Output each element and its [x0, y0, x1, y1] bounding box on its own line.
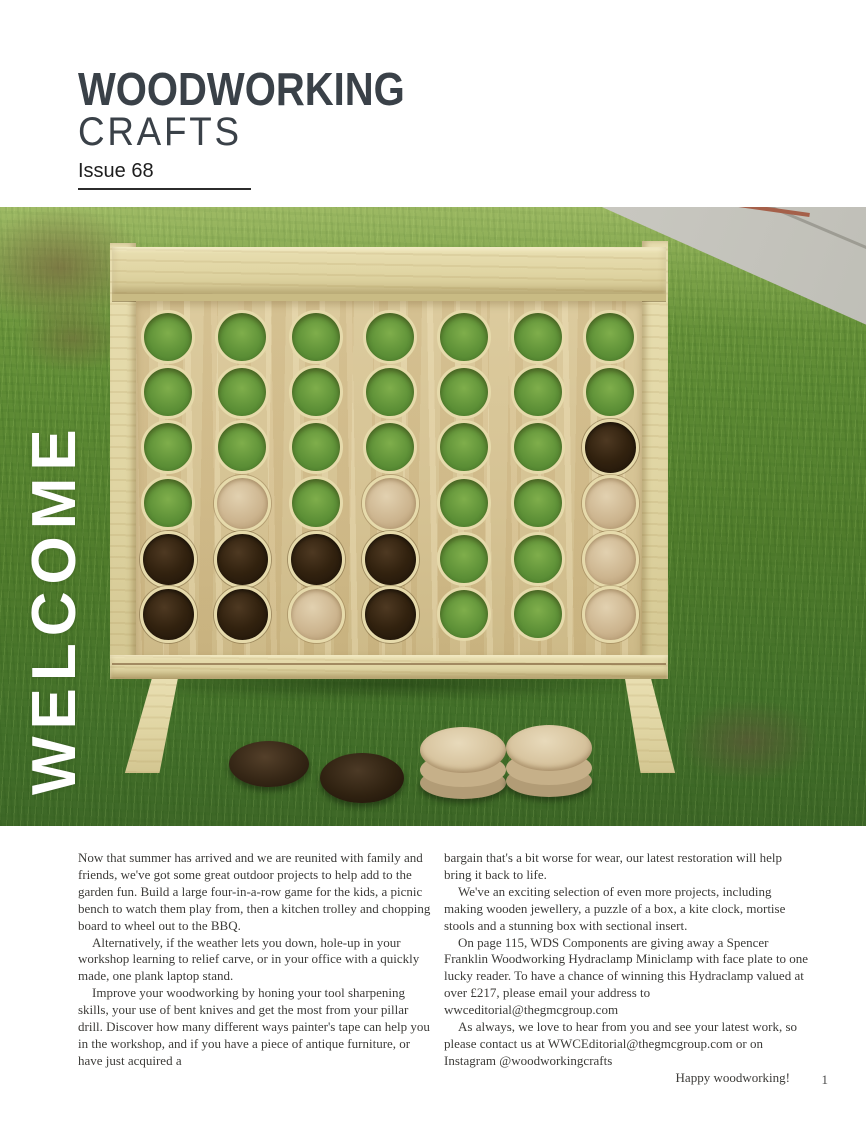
empty-hole	[141, 476, 195, 530]
empty-hole	[437, 310, 491, 364]
dark-disc	[582, 419, 639, 476]
empty-hole	[511, 310, 565, 364]
paragraph: Improve your woodworking by honing your tool sharpening skills, your use of bent knives and get the most from your pillar drill. Discover how many different ways painter's tape can help you in the workshop, and if you have a piece of antique furniture, or have just acquired a	[78, 985, 430, 1068]
empty-hole	[511, 365, 565, 419]
masthead	[0, 0, 866, 207]
empty-hole	[141, 420, 195, 474]
page-number: 1	[821, 1072, 828, 1087]
loose-dark-disc	[320, 753, 404, 803]
light-disc-stack	[506, 725, 592, 801]
dark-disc	[288, 531, 345, 588]
editorial-column-left	[78, 850, 436, 1087]
empty-hole	[511, 587, 565, 641]
empty-hole	[363, 310, 417, 364]
dark-disc	[362, 531, 419, 588]
empty-hole	[289, 476, 343, 530]
empty-hole	[583, 365, 637, 419]
paragraph: bargain that's a bit worse for wear, our latest restoration will help bring it back to life.	[444, 850, 783, 882]
empty-hole	[511, 476, 565, 530]
editorial-text	[78, 850, 812, 1087]
paragraph: Alternatively, if the weather lets you down, hole-up in your workshop learning to relief carve, or in your office with a quickly made, one plank laptop stand.	[78, 934, 420, 984]
empty-hole	[583, 310, 637, 364]
dark-disc	[214, 586, 271, 643]
empty-hole	[215, 420, 269, 474]
dark-disc	[140, 531, 197, 588]
paragraph: We've an exciting selection of even more projects, including making wooden jewellery, a puzzle of a box, a kite clock, mortise stools and a stunning box with sectional insert.	[444, 883, 786, 933]
empty-hole	[511, 420, 565, 474]
empty-hole	[437, 365, 491, 419]
issue-number: Issue 68	[78, 160, 154, 182]
empty-hole	[437, 532, 491, 586]
empty-hole	[289, 420, 343, 474]
empty-hole	[437, 476, 491, 530]
signoff: Happy woodworking!	[675, 1069, 790, 1085]
empty-hole	[289, 365, 343, 419]
magazine-subtitle: CRAFTS	[78, 110, 242, 154]
paragraph: Now that summer has arrived and we are reunited with family and friends, we've got some great outdoor projects to help add to the garden fun. Build a large four-in-a-row game for the kids, a picnic bench to watch them play from, then a kitchen trolley and chopping board to wheel out to the BBQ.	[78, 850, 431, 933]
dark-disc	[214, 531, 271, 588]
empty-hole	[215, 365, 269, 419]
light-disc	[362, 475, 419, 532]
empty-hole	[437, 420, 491, 474]
loose-dark-disc	[229, 741, 309, 787]
light-disc	[582, 531, 639, 588]
empty-hole	[141, 310, 195, 364]
issue-underline	[78, 188, 251, 190]
empty-hole	[363, 365, 417, 419]
magazine-title: WOODWORKING	[78, 63, 405, 115]
light-disc	[214, 475, 271, 532]
dark-disc	[140, 586, 197, 643]
light-disc-stack	[420, 727, 506, 803]
light-disc	[288, 586, 345, 643]
paragraph: On page 115, WDS Components are giving away a Spencer Franklin Woodworking Hydraclamp Miniclamp with face plate to one lucky reader. To have a chance of winning this Hydraclamp valued at over £217, please email your address to wwceditorial@thegmcgroup.com	[444, 934, 809, 1018]
empty-hole	[437, 587, 491, 641]
light-disc	[582, 586, 639, 643]
light-disc	[582, 475, 639, 532]
welcome-overlay: WELCOME	[20, 422, 89, 795]
dark-disc	[362, 586, 419, 643]
cover-photo	[0, 207, 866, 826]
paragraph: As always, we love to hear from you and see your latest work, so please contact us at WWCEditorial@thegmcgroup.com or on Instagram @woodworkingcrafts	[444, 1019, 797, 1068]
empty-hole	[141, 365, 195, 419]
editorial-column-right	[444, 850, 812, 1087]
empty-hole	[289, 310, 343, 364]
empty-hole	[363, 420, 417, 474]
empty-hole	[215, 310, 269, 364]
mud-patch	[678, 699, 818, 783]
empty-hole	[511, 532, 565, 586]
